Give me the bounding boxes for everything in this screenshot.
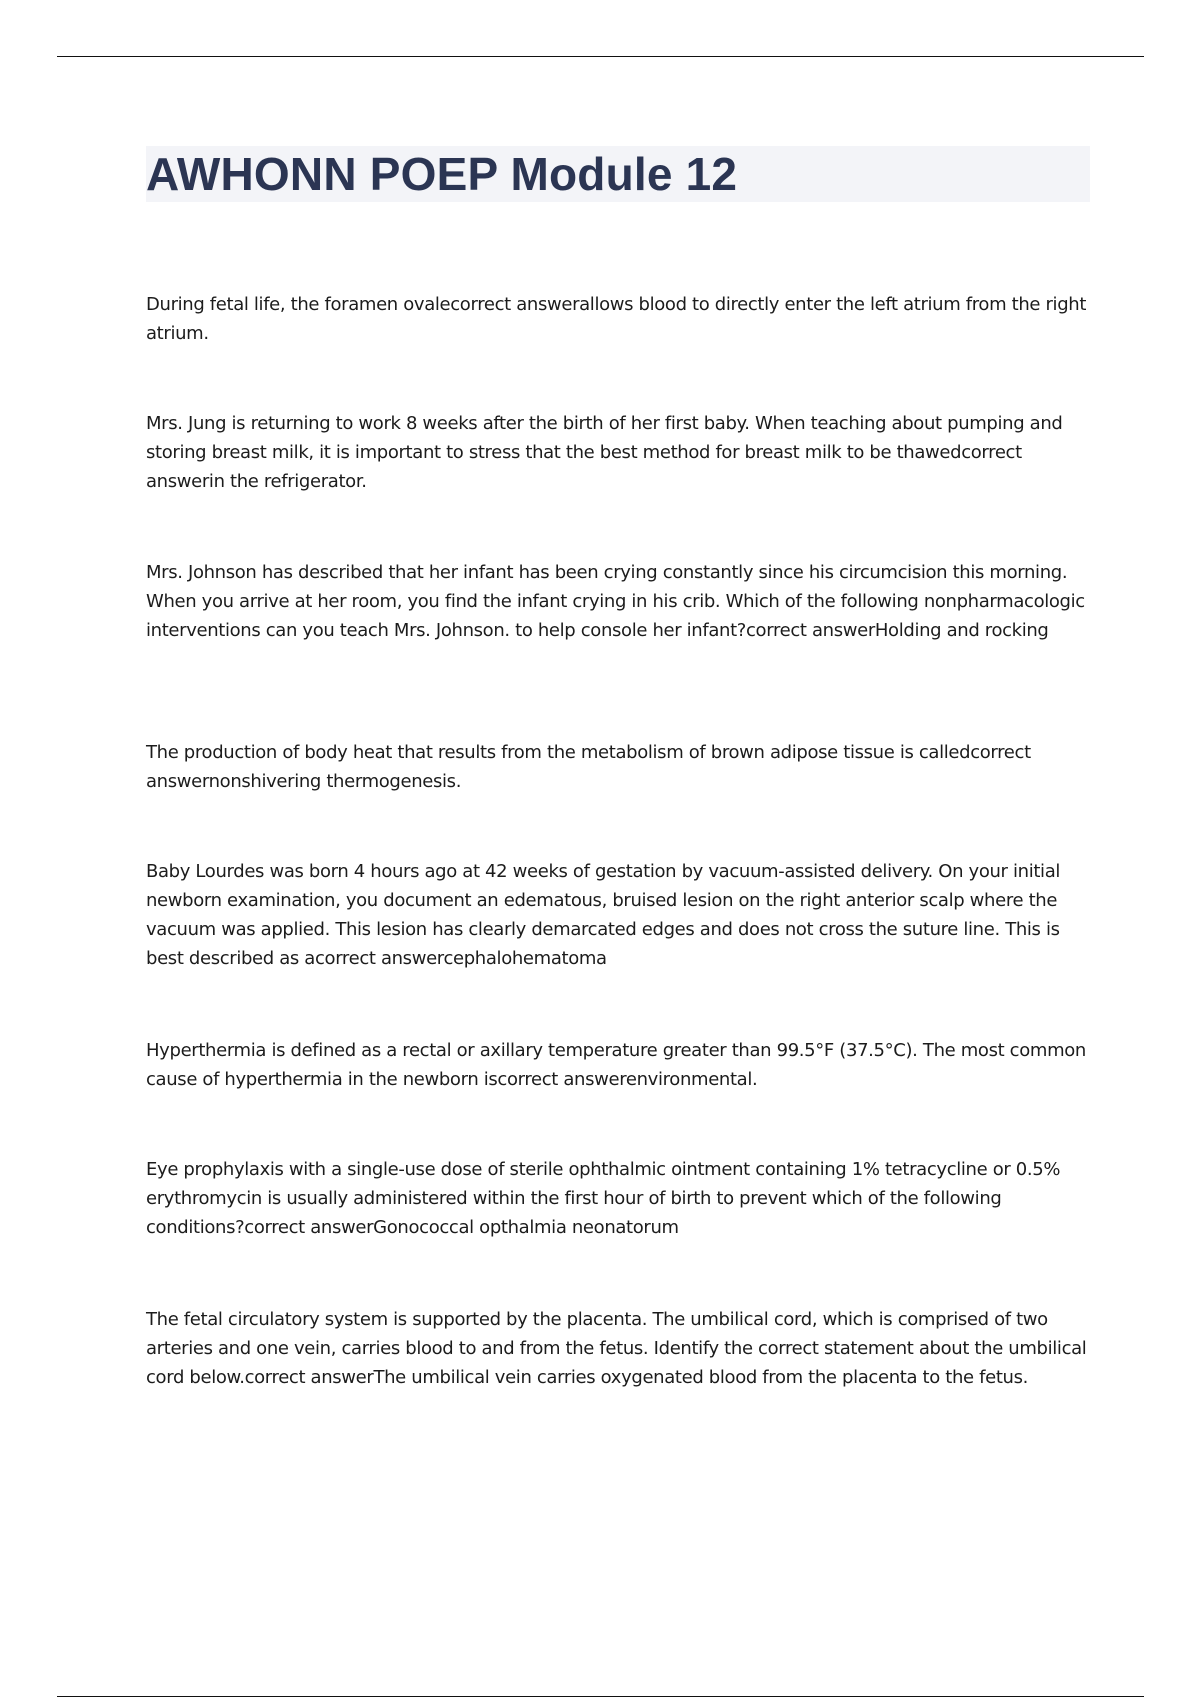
bottom-divider xyxy=(57,1696,1144,1697)
qa-item: Mrs. Jung is returning to work 8 weeks after the birth of her first baby. When teaching about pumping and storing breast milk, it is important to stress that the best method for breast milk to be thawedcorrect answerin the refrigerator. xyxy=(146,413,1063,492)
qa-item: Eye prophylaxis with a single-use dose of sterile ophthalmic ointment containing 1% tetracycline or 0.5% erythromycin is usually administered within the first hour of birth to prevent which of the following conditions?correct answerGonococcal opthalmia neonatorum xyxy=(146,1159,1061,1238)
qa-item: Mrs. Johnson has described that her infant has been crying constantly since his circumcision this morning. When you arrive at her room, you find the infant crying in his crib. Which of the following nonpharmacologic interventions can you teach Mrs. Johnson. to help console her infant?correct answerHolding and rocking xyxy=(146,562,1085,641)
qa-item: During fetal life, the foramen ovalecorrect answerallows blood to directly enter the left atrium from the right atrium. xyxy=(146,294,1087,344)
qa-item: The production of body heat that results from the metabolism of brown adipose tissue is calledcorrect answernonshivering thermogenesis. xyxy=(146,742,1031,792)
page-title: AWHONN POEP Module 12 xyxy=(146,148,738,200)
top-divider xyxy=(57,56,1144,57)
qa-item: Baby Lourdes was born 4 hours ago at 42 weeks of gestation by vacuum-assisted delivery. On your initial newborn examination, you document an edematous, bruised lesion on the right anterior scalp where the vacuum was applied. This lesion has clearly demarcated edges and does not cross the suture line. This is best described as acorrect answercephalohematoma xyxy=(146,861,1061,969)
qa-item: Hyperthermia is defined as a rectal or axillary temperature greater than 99.5°F (37.5°C). The most common cause of hyperthermia in the newborn iscorrect answerenvironmental. xyxy=(146,1040,1086,1090)
qa-item: The fetal circulatory system is supported by the placenta. The umbilical cord, which is comprised of two arteries and one vein, carries blood to and from the fetus. Identify the correct statement about the umbilical cord below.correct answerThe umbilical vein carries oxygenated blood from the placenta to the fetus. xyxy=(146,1309,1087,1388)
